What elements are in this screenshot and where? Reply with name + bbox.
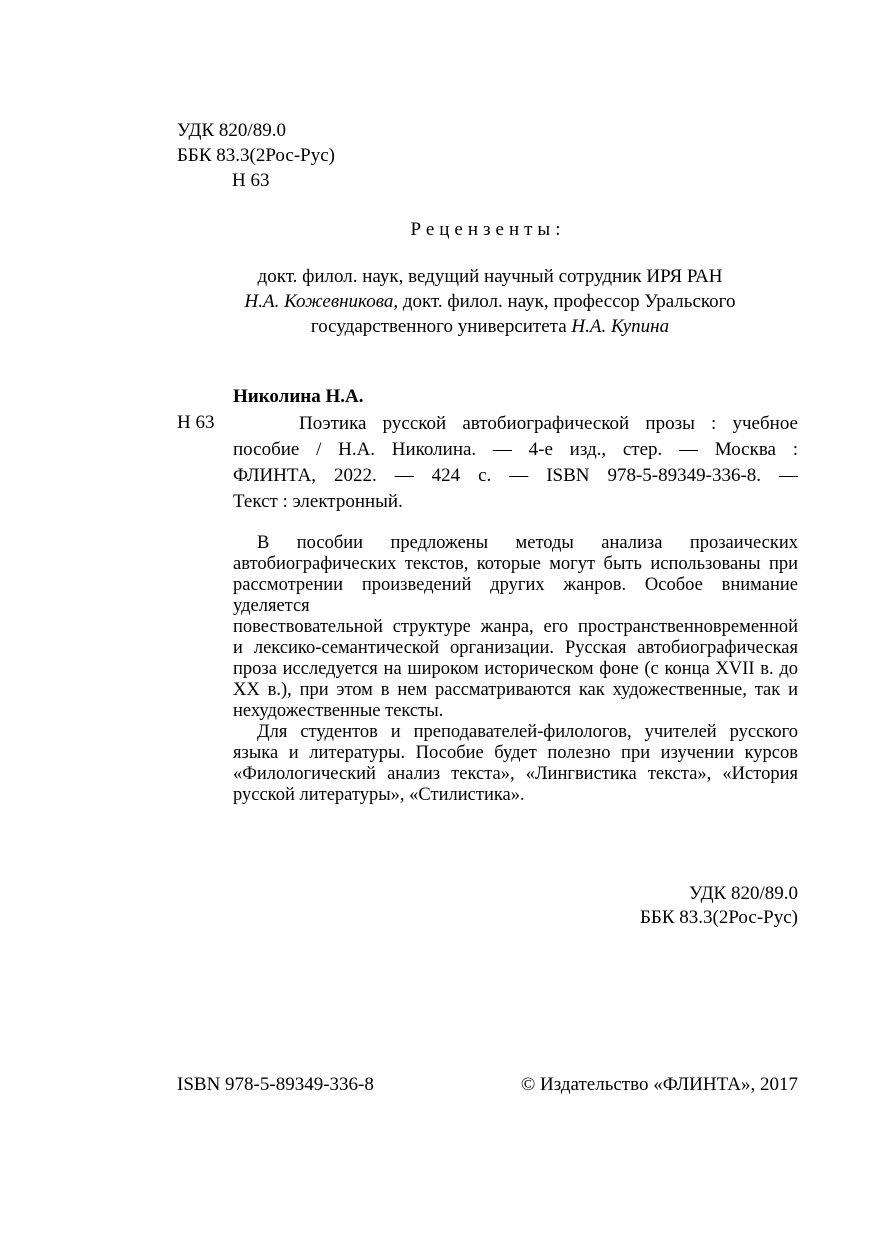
abstract-paragraph-1 [233,533,798,722]
bibliographic-description [233,411,798,515]
abstract-line: автобиографических текстов, которые могут быть использованы при [233,554,798,574]
reviewer-credentials: , докт. филол. наук, профессор Уральского [393,291,736,312]
classification-codes-bottom [498,882,798,930]
author-mark-left: Н 63 [177,412,215,433]
abstract-line: и лексико-семантической организации. Русская автобиографическая [233,638,798,658]
reviewers-block [190,264,790,339]
reviewer-name-2: Н.А. Купина [571,316,670,337]
reviewers-heading: Рецензенты: [410,219,566,240]
abstract-line: В пособии предложены методы анализа прозаических [257,533,798,553]
bib-line: Поэтика русской автобиографической прозы : учебное [299,413,798,434]
abstract-line: XX в.), при этом в нем рассматриваются как художественные, так и [233,680,798,700]
abstract-line: рассмотрении произведений других жанров. Особое внимание уделяется [233,575,798,616]
abstract-line: повествовательной структуре жанра, его пространственновременной [233,617,798,637]
reviewers-line-2 [190,289,790,314]
bib-line: ФЛИНТА, 2022. — 424 с. — ISBN 978-5-89349-336-8. — [233,465,798,486]
udk-code-bottom: УДК 820/89.0 [689,883,798,904]
reviewer-affiliation: государственного университета [310,316,572,337]
author-mark: Н 63 [232,170,270,191]
udk-code: УДК 820/89.0 [177,120,286,141]
reviewers-line-1: докт. филол. наук, ведущий научный сотрудник ИРЯ РАН [257,266,723,287]
abstract-line: русской литературы», «Стилистика». [233,785,525,805]
reviewers-line-3 [190,314,790,339]
bib-line: Текст : электронный. [233,491,403,512]
abstract-paragraph-2 [233,722,798,806]
classification-codes-top [177,118,477,193]
abstract [233,533,798,806]
isbn: ISBN 978-5-89349-336-8 [177,1074,374,1095]
bbk-code-bottom: ББК 83.3(2Рос-Рус) [640,907,798,928]
reviewer-name-1: Н.А. Кожевникова [244,291,394,312]
bbk-code: ББК 83.3(2Рос-Рус) [177,145,335,166]
abstract-line: нехудожественные тексты. [233,701,444,721]
book-author: Николина Н.А. [233,386,364,407]
bib-line: пособие / Н.А. Николина. — 4-е изд., стер. — Москва : [233,439,798,460]
abstract-line: проза исследуется на широком историческом фоне (с конца XVII в. до [233,659,798,679]
copyright: © Издательство «ФЛИНТА», 2017 [520,1074,798,1095]
abstract-line: «Филологический анализ текста», «Лингвистика текста», «История [233,764,798,784]
abstract-line: Для студентов и преподавателей-филологов, учителей русского [257,722,798,742]
abstract-line: языка и литературы. Пособие будет полезно при изучении курсов [233,743,798,763]
